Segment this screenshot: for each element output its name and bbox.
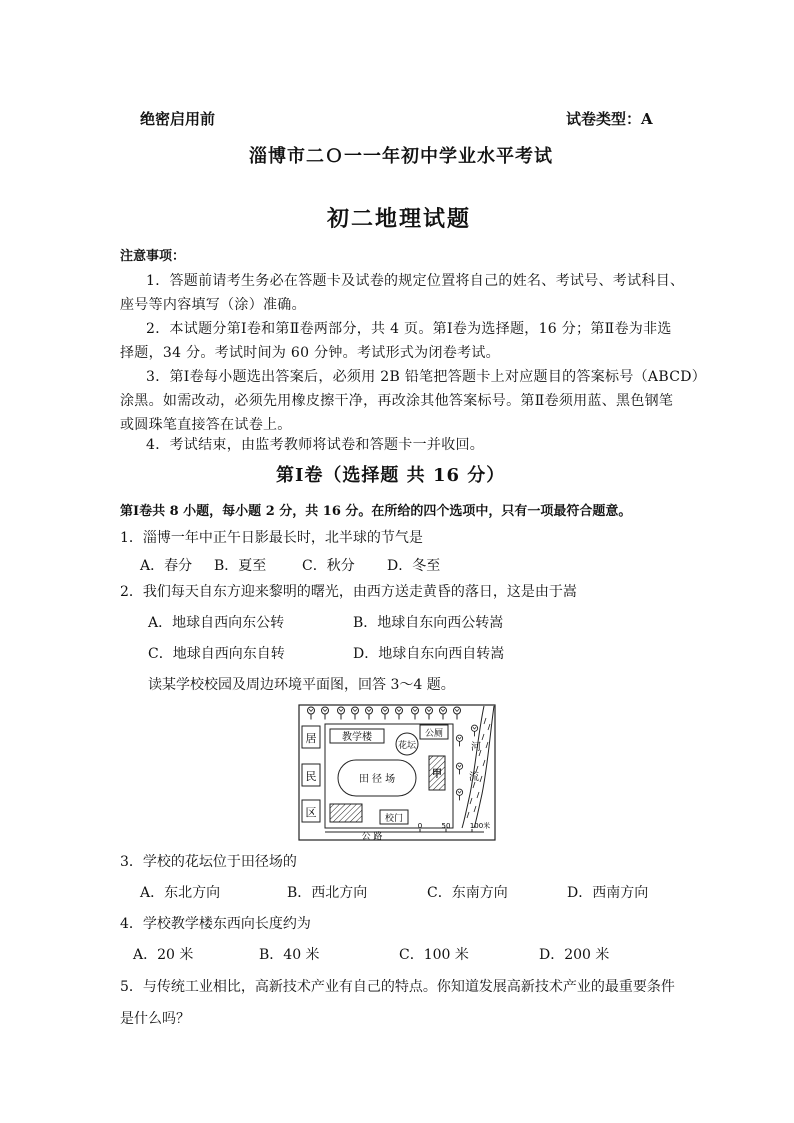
tree-icon <box>322 707 329 720</box>
tree-icon <box>338 707 345 720</box>
question-4-option-b: B．40 米 <box>259 947 320 963</box>
teaching-building-label: 教学楼 <box>342 732 372 743</box>
question-3-option-d: D．西南方向 <box>567 885 649 901</box>
question-2-option-d: D．地球自东向西自转嵩 <box>353 646 505 662</box>
question-4-option-d: D．200 米 <box>539 947 610 963</box>
question-3-option-a: A．东北方向 <box>140 885 221 901</box>
road-label: 公 路 <box>361 832 383 842</box>
exam-title: 淄博市二Ｏ一一年初中学业水平考试 <box>249 146 553 167</box>
river-label: 流 <box>469 772 479 783</box>
map-intro: 读某学校校园及周边环境平面图，回答 3～4 题。 <box>148 677 455 693</box>
tree-icon <box>456 789 462 800</box>
question-3-option-c: C．东南方向 <box>427 885 508 901</box>
tree-icon <box>456 763 462 774</box>
question-5-stem: 5．与传统工业相比，高新技术产业有自己的特点。你知道发展高新技术产业的最重要条件 <box>120 979 675 995</box>
tree-icon <box>352 707 359 720</box>
scale-bar <box>418 821 490 832</box>
note-line: 1．答题前请考生务必在答题卡及试卷的规定位置将自己的姓名、考试号、考试科目、 <box>146 273 685 289</box>
question-1-option-c: C．秋分 <box>302 558 355 574</box>
note-line: 涂黑。如需改动，必须先用橡皮擦干净，再改涂其他答案标号。第Ⅱ卷须用蓝、黑色钢笔 <box>120 393 674 409</box>
question-2-option-a: A．地球自西向东公转 <box>148 615 285 631</box>
tree-icon <box>382 707 389 720</box>
paper-type-label: 试卷类型：A <box>566 110 653 128</box>
scale-label: 0 <box>417 822 423 830</box>
note-line: 3．第Ⅰ卷每小题选出答案后，必须用 2B 铅笔把答题卡上对应题目的答案标号（ABCD） <box>146 369 707 385</box>
question-1-option-b: B．夏至 <box>214 558 267 574</box>
tree-row <box>308 707 461 720</box>
note-line: 2．本试题分第Ⅰ卷和第Ⅱ卷两部分，共 4 页。第Ⅰ卷为选择题，16 分；第Ⅱ卷为非选 <box>146 321 672 337</box>
scale-label: 50 <box>441 822 451 830</box>
gate-label: 校门 <box>384 814 404 824</box>
tree-icon <box>412 707 419 720</box>
campus-map <box>298 704 496 842</box>
question-2-option-b: B．地球自东向西公转嵩 <box>353 615 504 631</box>
residential-label: 居 <box>305 732 317 745</box>
river-label: 河 <box>471 742 481 753</box>
note-line: 择题，34 分。考试时间为 60 分钟。考试形式为闭卷考试。 <box>120 345 500 361</box>
question-3-stem: 3．学校的花坛位于田径场的 <box>120 854 297 870</box>
question-1-stem: 1．淄博一年中正午日影最长时，北半球的节气是 <box>120 530 423 546</box>
confidential-label: 绝密启用前 <box>140 110 216 128</box>
question-4-stem: 4．学校教学楼东西向长度约为 <box>120 916 311 932</box>
question-1-option-d: D．冬至 <box>387 558 441 574</box>
flower-bed-label: 花坛 <box>397 741 417 751</box>
question-2-option-c: C．地球自西向东自转 <box>148 646 285 662</box>
section-title: 第Ⅰ卷（选择题 共 16 分） <box>276 465 506 486</box>
question-1-option-a: A．春分 <box>140 558 193 574</box>
tree-icon <box>426 707 433 720</box>
notes-heading: 注意事项： <box>120 249 186 264</box>
tree-icon <box>440 707 447 720</box>
question-4-option-a: A．20 米 <box>133 947 194 963</box>
note-line: 座号等内容填写（涂）准确。 <box>120 297 306 313</box>
river <box>462 706 494 828</box>
hatched-building <box>330 804 362 822</box>
tree-icon <box>396 707 403 720</box>
tree-icon <box>366 707 373 720</box>
tree-icon <box>308 707 315 720</box>
residential-label: 区 <box>305 806 317 819</box>
jia-label: 甲 <box>432 769 442 780</box>
scale-label: 100米 <box>469 822 491 830</box>
question-5-stem-cont: 是什么吗？ <box>120 1011 190 1027</box>
question-2-stem: 2．我们每天自东方迎来黎明的曙光，由西方送走黄昏的落日，这是由于嵩 <box>120 584 577 600</box>
residential-label: 民 <box>305 770 317 783</box>
tree-icon <box>456 735 462 746</box>
note-line: 或圆珠笔直接答在试卷上。 <box>120 417 292 433</box>
note-line: 4．考试结束，由监考教师将试卷和答题卡一并收回。 <box>146 437 485 453</box>
tree-icon <box>454 707 461 720</box>
section-instruction: 第Ⅰ卷共 8 小题，每小题 2 分，共 16 分。在所给的四个选项中，只有一项最符合题意。 <box>120 504 632 519</box>
subject-title: 初二地理试题 <box>327 206 472 232</box>
toilet-label: 公厕 <box>424 729 444 739</box>
tree-icon <box>471 725 477 736</box>
question-4-option-c: C．100 米 <box>399 947 469 963</box>
track-field-label: 田 径 场 <box>358 774 396 785</box>
question-3-option-b: B．西北方向 <box>287 885 368 901</box>
